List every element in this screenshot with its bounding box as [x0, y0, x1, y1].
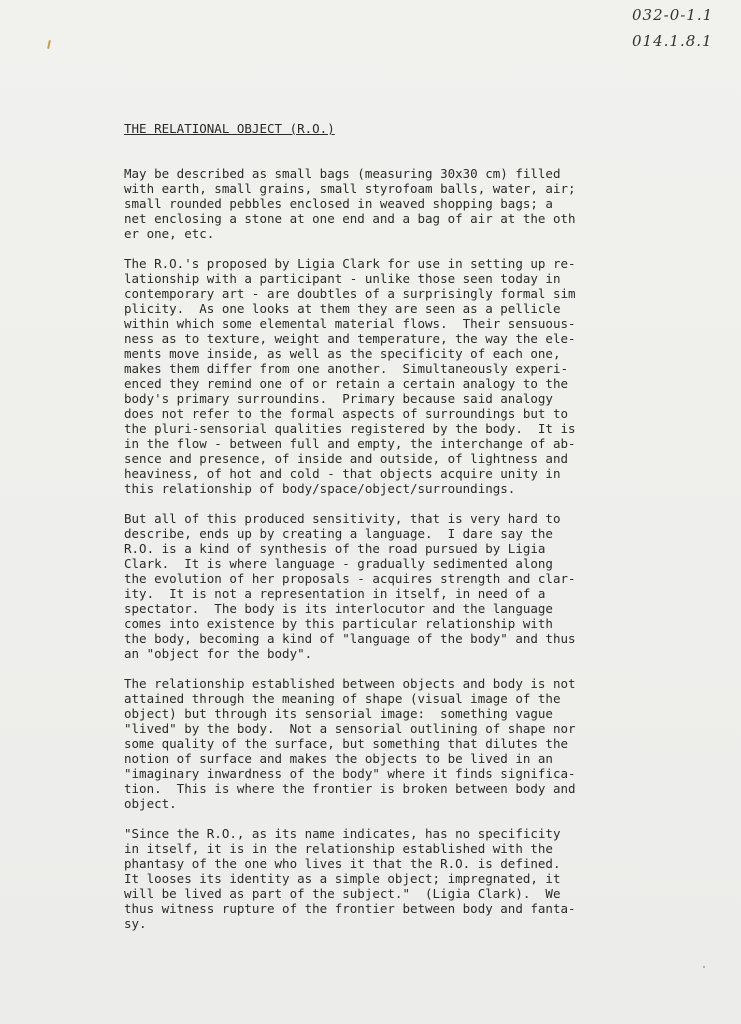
text-line: spectator. The body is its interlocutor and the language [124, 601, 553, 616]
text-line: makes them differ from one another. Simultaneously experi- [124, 361, 569, 376]
text-line: with earth, small grains, small styrofoam balls, water, air; [124, 181, 576, 196]
archive-code: 014.1.8.1 [632, 32, 713, 50]
document-body [124, 166, 684, 946]
text-line: er one, etc. [124, 226, 215, 241]
text-line: object. [124, 796, 177, 811]
text-line: body's primary surroundins. Primary because said analogy [124, 391, 553, 406]
text-line: ments move inside, as well as the specificity of each one, [124, 346, 561, 361]
text-line: some quality of the surface, but something that dilutes the [124, 736, 569, 751]
text-line: enced they remind one of or retain a certain analogy to the [124, 376, 569, 391]
text-line: "Since the R.O., as its name indicates, has no specificity [124, 826, 561, 841]
archive-code: 032-0-1.1 [632, 6, 714, 24]
text-line: contemporary art - are doubtles of a surprisingly formal sim [124, 286, 576, 301]
document-title: THE RELATIONAL OBJECT (R.O.) [124, 121, 335, 136]
text-line: an "object for the body". [124, 646, 313, 661]
text-line: the pluri-sensorial qualities registered by the body. It is [124, 421, 576, 436]
text-line: sence and presence, of inside and outside, of lightness and [124, 451, 569, 466]
text-line: thus witness rupture of the frontier between body and fanta- [124, 901, 576, 916]
text-line: attained through the meaning of shape (visual image of the [124, 691, 561, 706]
text-line: notion of surface and makes the objects to be lived in an [124, 751, 553, 766]
text-line: phantasy of the one who lives it that the R.O. is defined. [124, 856, 561, 871]
text-line: But all of this produced sensitivity, that is very hard to [124, 511, 561, 526]
text-line: does not refer to the formal aspects of surroundings but to [124, 406, 569, 421]
text-line: this relationship of body/space/object/surroundings. [124, 481, 516, 496]
text-line: in itself, it is in the relationship established with the [124, 841, 553, 856]
text-line: the evolution of her proposals - acquires strength and clar- [124, 571, 576, 586]
text-line: ity. It is not a representation in itself, in need of a [124, 586, 546, 601]
text-line: ness as to texture, weight and temperature, the way the ele- [124, 331, 576, 346]
text-line: Clark. It is where language - gradually sedimented along [124, 556, 553, 571]
page-speck [703, 966, 705, 968]
paragraph [124, 256, 684, 496]
text-line: plicity. As one looks at them they are seen as a pellicle [124, 301, 561, 316]
text-line: "imaginary inwardness of the body" where it finds significa- [124, 766, 576, 781]
text-line: object) but through its sensorial image: something vague [124, 706, 553, 721]
text-line: net enclosing a stone at one end and a bag of air at the oth [124, 211, 576, 226]
text-line: lationship with a participant - unlike those seen today in [124, 271, 561, 286]
text-line: will be lived as part of the subject." (Ligia Clark). We [124, 886, 561, 901]
text-line: R.O. is a kind of synthesis of the road pursued by Ligia [124, 541, 546, 556]
paragraph [124, 826, 684, 931]
text-line: The R.O.'s proposed by Ligia Clark for use in setting up re- [124, 256, 576, 271]
ink-mark [47, 40, 51, 49]
text-line: tion. This is where the frontier is broken between body and [124, 781, 576, 796]
text-line: small rounded pebbles enclosed in weaved shopping bags; a [124, 196, 553, 211]
paragraph [124, 676, 684, 811]
text-line: comes into existence by this particular relationship with [124, 616, 553, 631]
text-line: The relationship established between objects and body is not [124, 676, 576, 691]
text-line: the body, becoming a kind of "language of the body" and thus [124, 631, 576, 646]
text-line: in the flow - between full and empty, the interchange of ab- [124, 436, 576, 451]
paragraph [124, 166, 684, 241]
text-line: within which some elemental material flows. Their sensuous- [124, 316, 576, 331]
text-line: May be described as small bags (measuring 30x30 cm) filled [124, 166, 561, 181]
text-line: "lived" by the body. Not a sensorial outlining of shape nor [124, 721, 576, 736]
text-line: heaviness, of hot and cold - that objects acquire unity in [124, 466, 561, 481]
paragraph [124, 511, 684, 661]
text-line: describe, ends up by creating a language. I dare say the [124, 526, 553, 541]
text-line: sy. [124, 916, 147, 931]
text-line: It looses its identity as a simple object; impregnated, it [124, 871, 561, 886]
